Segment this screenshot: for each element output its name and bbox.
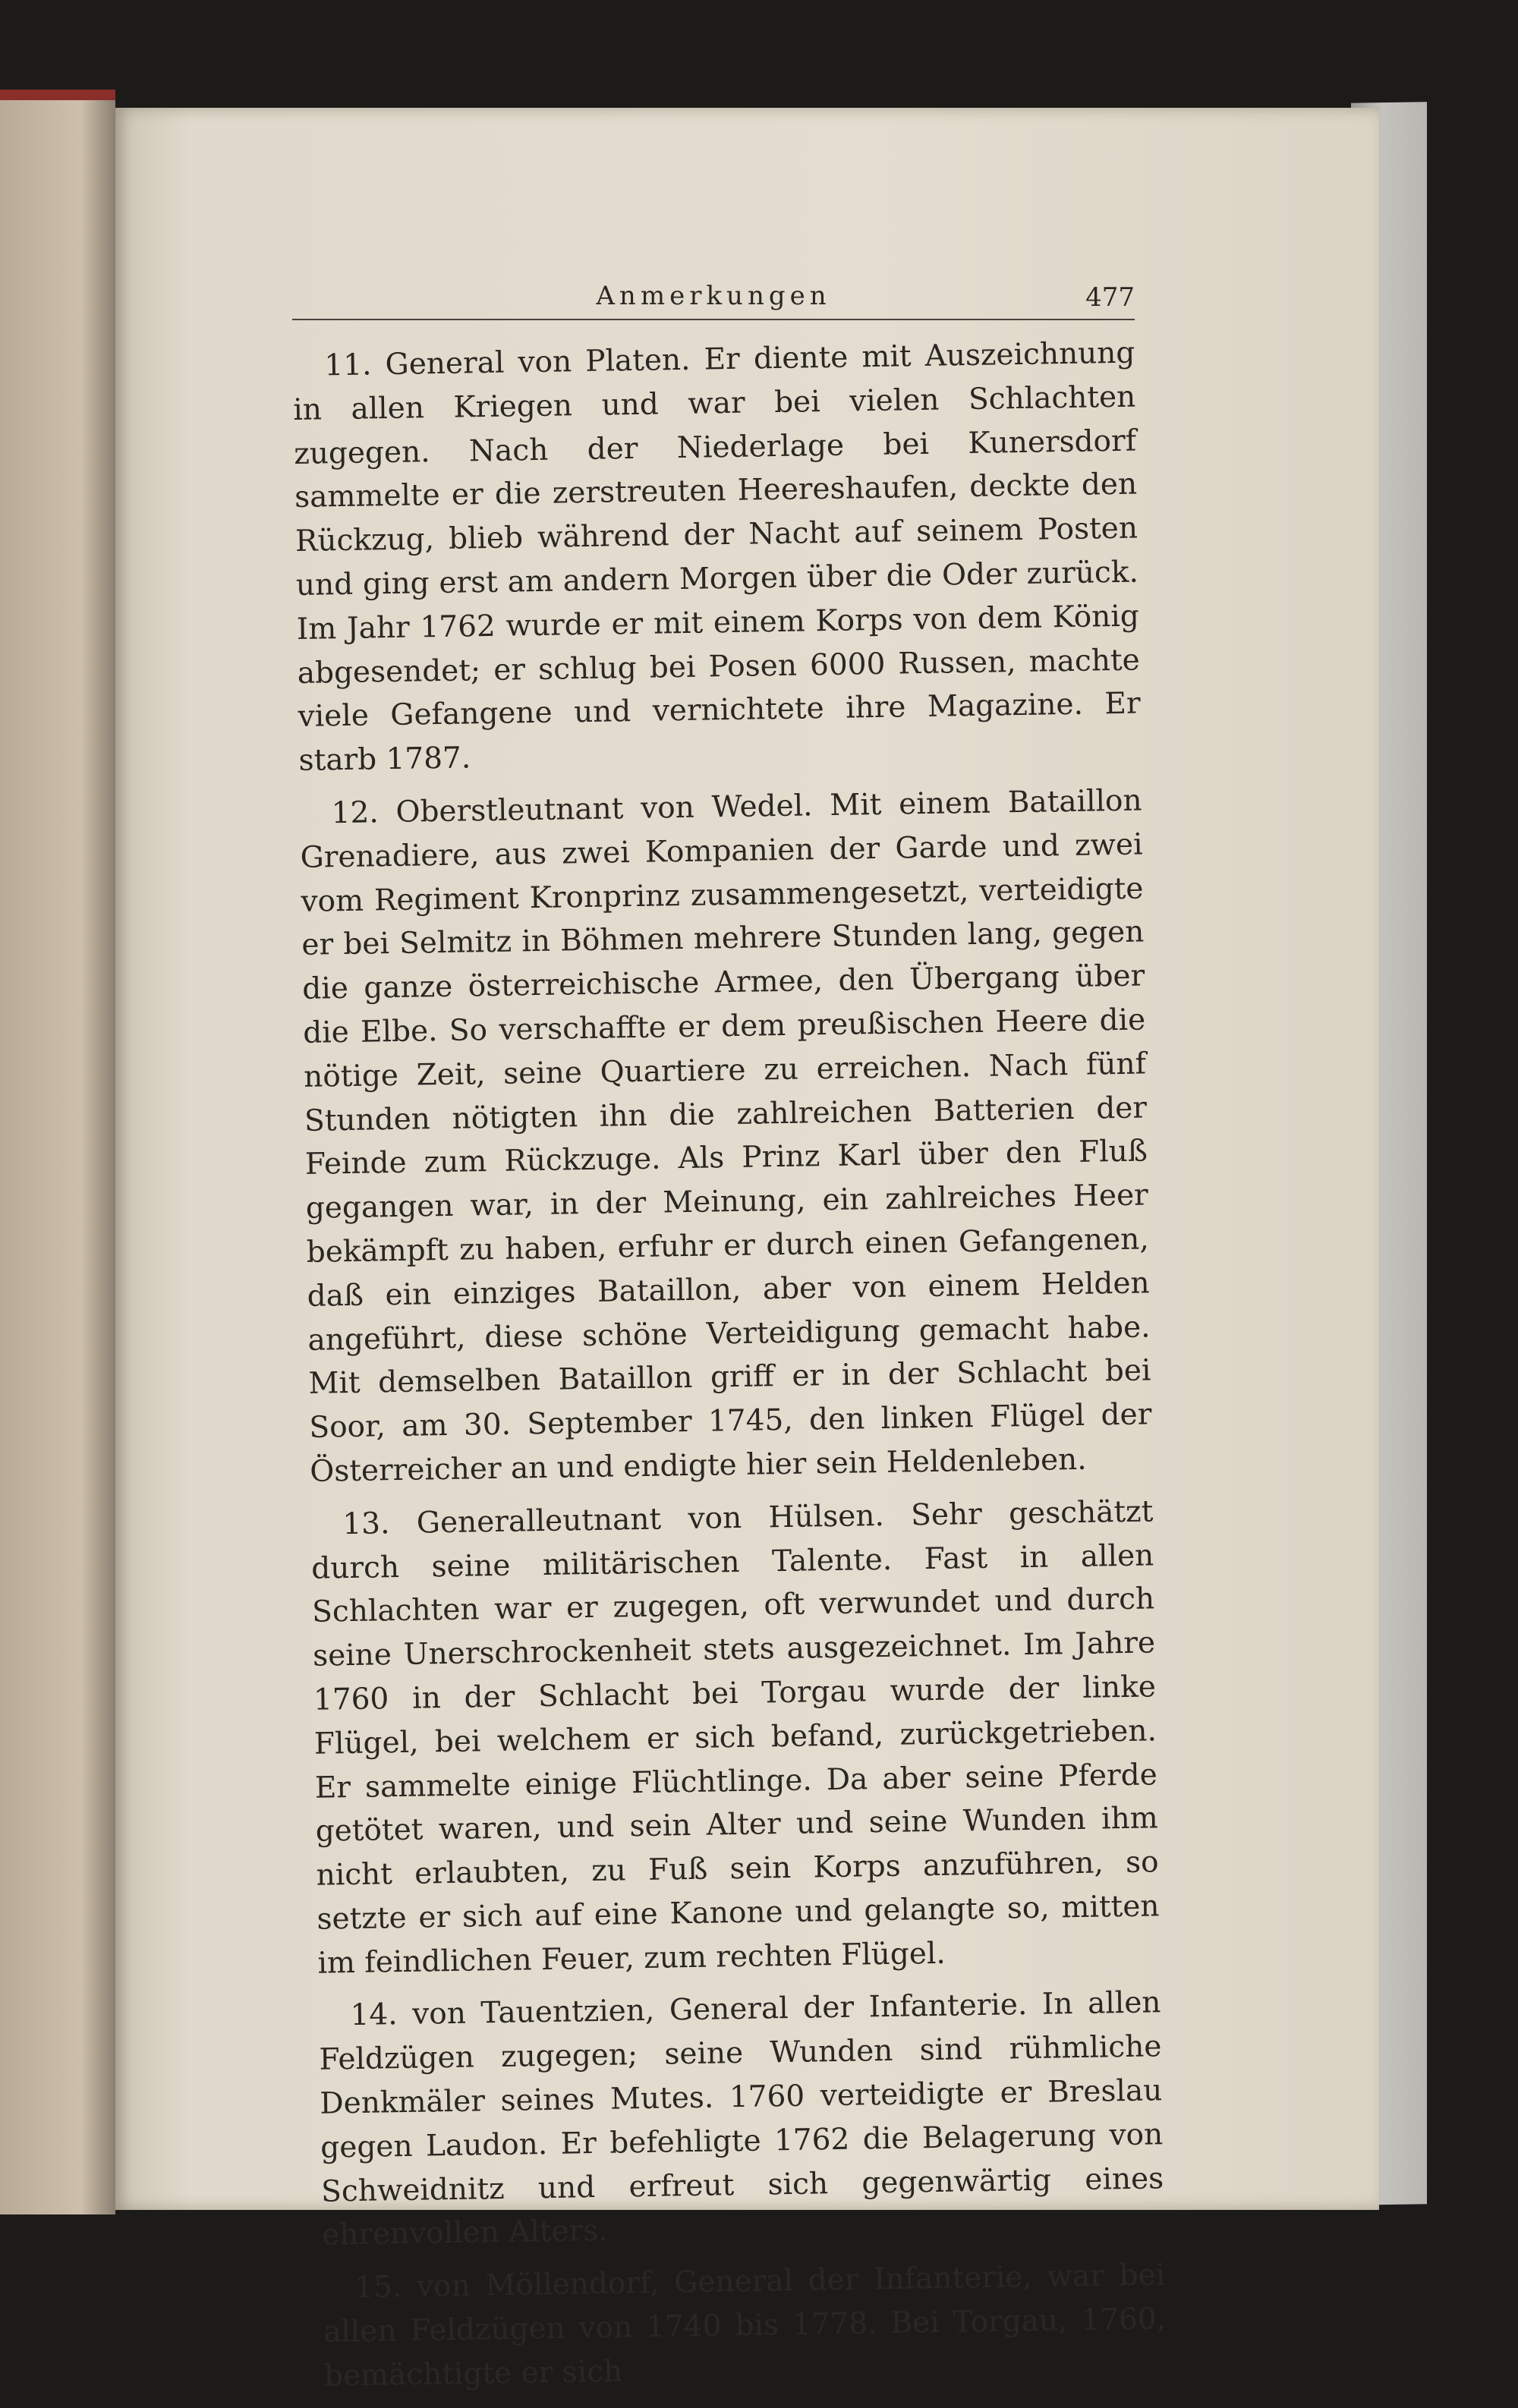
page-content bbox=[292, 273, 1167, 2408]
note-13: 13. Generalleutnant von Hülsen. Sehr geschätzt durch seine militärischen Talente. Fast in allen Schlachten war er zugegen, oft verwundet und durch seine Unerschrockenheit stets ausgezeichnet. Im Jahre 1760 in der Schlacht bei Torgau wurde der linke Flügel, bei welchem er sich befand, zurückgetrieben. Er sammelte einige Flüchtlinge. Da aber seine Pferde getötet waren, und sein Alter und seine Wunden ihm nicht erlaubten, zu Fuß sein Korps anzuführen, so setzte er sich auf eine Kanone und gelangte so, mitten im feindlichen Feuer, zum rechten Flügel. bbox=[310, 1494, 1160, 1981]
left-page-edge bbox=[0, 90, 115, 2214]
page-number: 477 bbox=[1085, 282, 1135, 313]
note-14: 14. von Tauentzien, General der Infanterie. In allen Feldzügen zugegen; seine Wunden sind rühmliche Denkmäler seines Mutes. 1760 verteidigte er Breslau gegen Laudon. Er befehligte 1762 die Belagerung von Schweidnitz und erfreut sich gegenwärtig eines ehrenvollen Alters. bbox=[319, 1985, 1164, 2253]
note-11: 11. General von Platen. Er diente mit Auszeichnung in allen Kriegen und war bei vielen Schlachten zugegen. Nach der Niederlage bei Kunersdorf sammelte er die zerstreuten Heereshaufen, deckte den Rückzug, blieb während der Nacht auf seinem Posten und ging erst am andern Morgen über die Oder zurück. Im Jahr 1762 wurde er mit einem Korps von dem König abgesendet; er schlug bei Posen 6000 Russen, machte viele Gefangene und vernichtete ihre Magazine. Er starb 1787. bbox=[293, 335, 1141, 779]
note-15: 15. von Möllendorf, General der Infanterie, war bei allen Feldzügen von 1740 bis 1778. Bei Torgau, 1760, bemächtigte er sich bbox=[323, 2258, 1167, 2394]
page-header bbox=[292, 273, 1135, 320]
binding-edge bbox=[0, 90, 115, 100]
running-head: Anmerkungen bbox=[596, 281, 831, 311]
note-12: 12. Oberstleutnant von Wedel. Mit einem Bataillon Grenadiere, aus zwei Kompanien der Garde und zwei vom Regiment Kronprinz zusammengesetzt, verteidigte er bei Selmitz in Böhmen mehrere Stunden lang, gegen die ganze österreichische Armee, den Übergang über die Elbe. So verschaffte er dem preußischen Heere die nötige Zeit, seine Quartiere zu erreichen. Nach fünf Stunden nötigten ihn die zahlreichen Batterien der Feinde zum Rückzuge. Als Prinz Karl über den Fluß gegangen war, in der Meinung, ein zahlreiches Heer bekämpft zu haben, erfuhr er durch einen Gefangenen, daß ein einziges Bataillon, aber von einem Helden angeführt, diese schöne Verteidigung gemacht habe. Mit demselben Bataillon griff er in der Schlacht bei Soor, am 30. September 1745, den linken Flügel der Österreicher an und endigte hier sein Heldenleben. bbox=[300, 783, 1152, 1489]
notes-body bbox=[292, 332, 1167, 2399]
